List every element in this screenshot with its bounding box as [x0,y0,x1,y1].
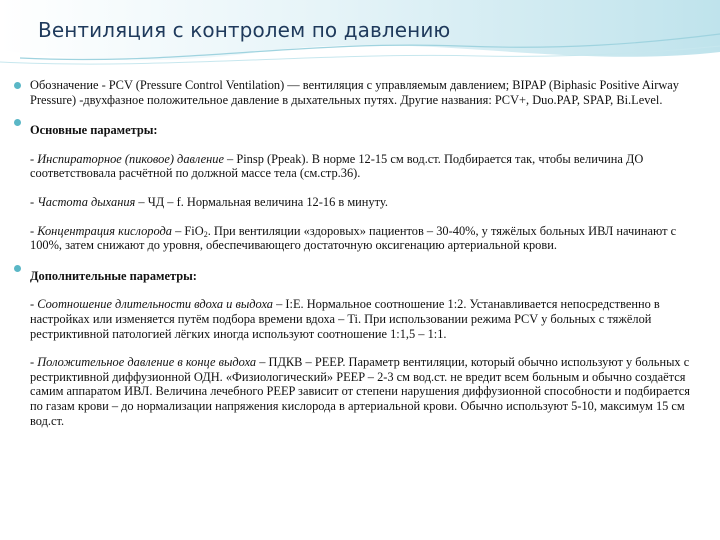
bullet-main-params [12,115,702,253]
slide-body [12,78,702,428]
param-peep: - Положительное давление в конце выдоха – ПДКВ – PEEP. Параметр вентиляции, который обычно используют у больных с рестриктивной диффузионной ОДН. «Физиологический» PEEP – 2-3 см вод.ст. не вредит всем больным и обычно создаётся самим аппаратом ИВЛ. Величина лечебного PEEP зависит от степени нарушения диффузионной способности и подбирается по газам крови – до нормализации напряжения кислорода в артериальной крови. Обычно используют 5-10, максимум 15 см вод.ст. [30,355,690,428]
bullet-dot-icon [14,119,21,126]
bullet-additional-params [12,261,702,428]
bullet-designation [12,78,702,107]
main-params-heading: Основные параметры: [30,123,158,138]
designation-text: Обозначение - PCV (Pressure Control Ventilation) — вентиляция с управляемым давлением; BIPAP (Biphasic Positive Airway Pressure) -двухфазное положительное давление в дыхательных путях. Другие названия: PCV+, Duo.PAP, SPAP, Bi.Level. [30,78,680,107]
param-respiratory-rate: - Частота дыхания – ЧД – f. Нормальная величина 12-16 в минуту. [30,194,388,209]
bullet-dot-icon [14,265,21,272]
additional-params-heading: Дополнительные параметры: [30,268,197,283]
param-ie-ratio: - Соотношение длительности вдоха и выдоха – I:E. Нормальное соотношение 1:2. Устанавливается непосредственно в настройках или изменяется путём подбора времени вдоха – Ti. При использовании режима PCV у больных с тяжёлой рестриктивной патологией лёгких иногда используют соотношение 1:1,5 – 1:1. [30,297,660,341]
param-inspiratory-pressure: - Инспираторное (пиковое) давление – Pinsp (Ppeak). В норме 12-15 см вод.ст. Подбирается так, чтобы величина ДО соответствовала расчётной по должной массе тела (см.стр.36). [30,151,644,181]
title-band [0,0,720,70]
param-oxygen-concentration: - Концентрация кислорода – FiO$_2$. При вентиляции «здоровых» пациентов – 30-40%, у тяжёлых больных ИВЛ начинают с 100%, затем снижают до уровня, обеспечивающего достаточную оксигенацию артериальной крови. [30,223,677,253]
page-title: Вентиляция с контролем по давлению [38,18,451,42]
bullet-dot-icon [14,82,21,89]
